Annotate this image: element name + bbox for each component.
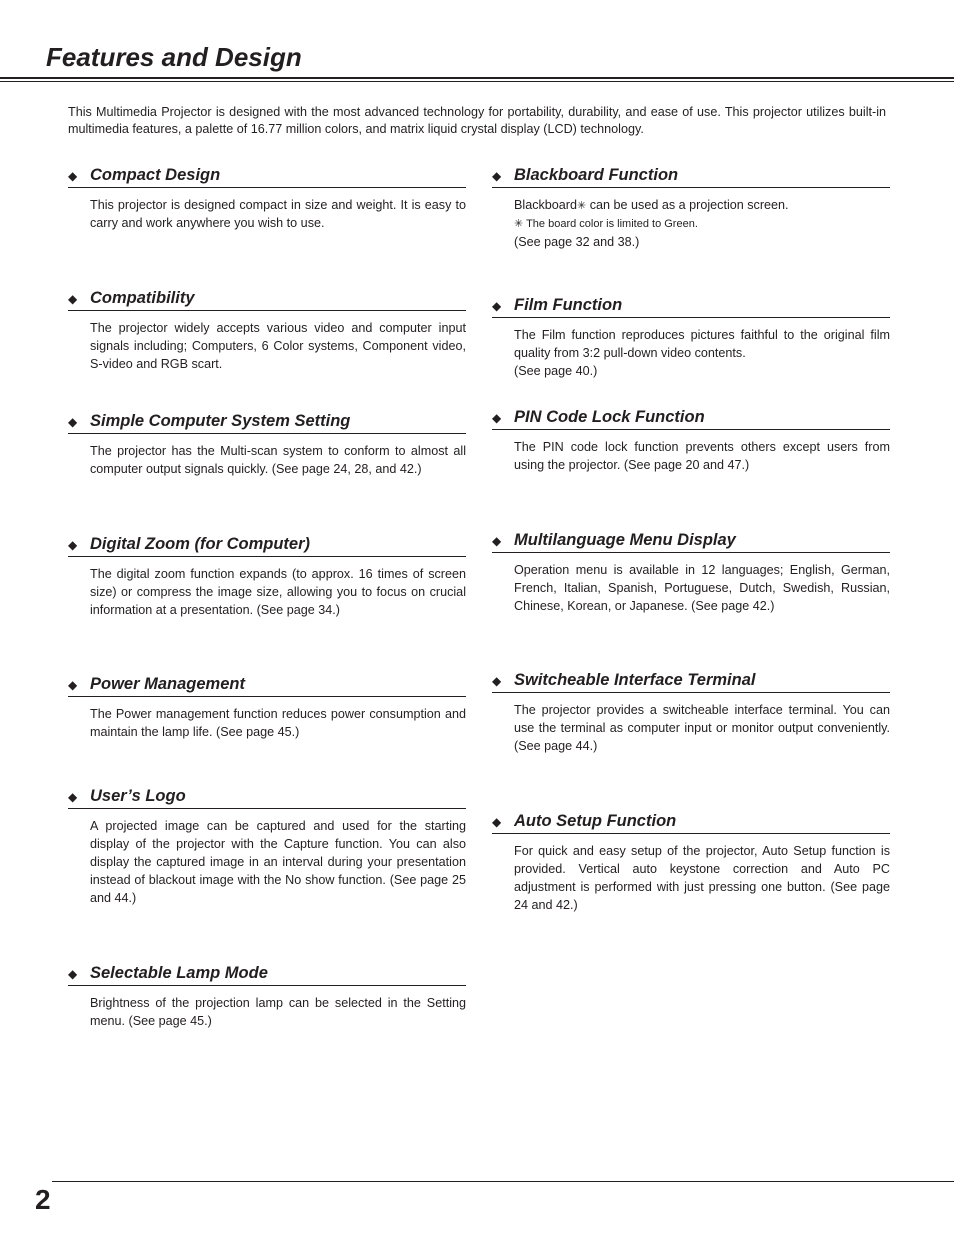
title-rule-thin <box>0 81 954 82</box>
section-body <box>90 565 466 619</box>
section-header <box>68 411 466 434</box>
section-header <box>492 530 890 553</box>
diamond-bullet-icon: ◆ <box>68 790 78 804</box>
section-selectable-lamp-mode <box>68 963 466 1030</box>
section-body <box>90 817 466 907</box>
diamond-bullet-icon: ◆ <box>492 169 502 183</box>
section-compatibility <box>68 288 466 373</box>
section-header <box>492 295 890 318</box>
intro-paragraph: This Multimedia Projector is designed with the most advanced technology for portability, durability, and ease of use. This projector utilizes built-in multimedia features, a palette of 16.77 million colors, and matrix liquid crystal display (LCD) technology. <box>68 105 886 136</box>
asterisk-icon: ✳ <box>577 200 587 212</box>
body-text: The Power management function reduces power consumption and maintain the lamp life. (See page 45.) <box>90 707 466 739</box>
section-switcheable-interface-terminal <box>492 670 890 755</box>
section-header <box>68 786 466 809</box>
section-title: Selectable Lamp Mode <box>90 964 268 982</box>
section-title: PIN Code Lock Function <box>514 408 705 426</box>
section-body <box>90 319 466 373</box>
body-text: The digital zoom function expands (to approx. 16 times of screen size) or compress the image size, allowing you to focus on crucial information at a presentation. (See page 34.) <box>90 567 466 617</box>
section-title: Multilanguage Menu Display <box>514 531 736 549</box>
section-title: Blackboard Function <box>514 166 679 184</box>
diamond-bullet-icon: ◆ <box>68 967 78 981</box>
footer-rule <box>52 1181 954 1182</box>
diamond-bullet-icon: ◆ <box>492 299 502 313</box>
body-text: The projector widely accepts various video and computer input signals including; Computers, 6 Color systems, Component video, S-video and RGB scart. <box>90 321 466 371</box>
section-body <box>90 994 466 1030</box>
section-body <box>514 701 890 755</box>
section-header <box>492 407 890 430</box>
section-body <box>514 326 890 380</box>
diamond-bullet-icon: ◆ <box>68 538 78 552</box>
section-header <box>68 165 466 188</box>
section-users-logo <box>68 786 466 907</box>
page-number: 2 <box>35 1184 51 1215</box>
section-title: Simple Computer System Setting <box>90 412 351 430</box>
section-body <box>90 442 466 478</box>
section-power-management <box>68 674 466 741</box>
section-title: Auto Setup Function <box>514 812 677 830</box>
body-text-start: Blackboard <box>514 198 578 212</box>
body-text: A projected image can be captured and used for the starting display of the projector with the Capture function. You can also display the captured image in an interval during your presentation instead of blackout image with the No show function. (See page 25 and 44.) <box>90 819 466 905</box>
diamond-bullet-icon: ◆ <box>492 534 502 548</box>
body-text: For quick and easy setup of the projector, Auto Setup function is provided. Vertical auto keystone correction and Auto PC adjustment is performed with just pressing one button. (See page 24 and 42.) <box>514 844 890 912</box>
section-header <box>492 165 890 188</box>
page-reference: (See page 40.) <box>514 364 598 378</box>
diamond-bullet-icon: ◆ <box>492 674 502 688</box>
body-text: Brightness of the projection lamp can be selected in the Setting menu. (See page 45.) <box>90 996 466 1028</box>
section-pin-code-lock-function <box>492 407 890 474</box>
body-text: The projector has the Multi-scan system to conform to almost all computer output signals quickly. (See page 24, 28, and 42.) <box>90 444 466 476</box>
page-reference: (See page 32 and 38.) <box>514 235 640 249</box>
section-header <box>68 534 466 557</box>
section-header <box>68 288 466 311</box>
section-body <box>514 196 890 251</box>
section-simple-computer-system-setting <box>68 411 466 478</box>
diamond-bullet-icon: ◆ <box>68 415 78 429</box>
section-body <box>514 438 890 474</box>
diamond-bullet-icon: ◆ <box>68 169 78 183</box>
body-text: Operation menu is available in 12 languages; English, German, French, Italian, Spanish, Portuguese, Dutch, Swedish, Russian, Chinese, Korean, or Japanese. (See page 42.) <box>514 563 890 613</box>
section-body <box>90 705 466 741</box>
section-title: Film Function <box>514 296 623 314</box>
section-title: Digital Zoom (for Computer) <box>90 535 310 553</box>
section-digital-zoom <box>68 534 466 619</box>
diamond-bullet-icon: ◆ <box>492 815 502 829</box>
section-header <box>68 674 466 697</box>
section-compact-design <box>68 165 466 232</box>
body-text: The projector provides a switcheable interface terminal. You can use the terminal as computer input or monitor output conveniently. (See page 44.) <box>514 703 890 753</box>
section-title: Switcheable Interface Terminal <box>514 671 756 689</box>
section-multilanguage-menu-display <box>492 530 890 615</box>
section-body <box>90 196 466 232</box>
diamond-bullet-icon: ◆ <box>68 292 78 306</box>
body-text: The PIN code lock function prevents others except users from using the projector. (See page 20 and 47.) <box>514 440 890 472</box>
diamond-bullet-icon: ◆ <box>68 678 78 692</box>
section-blackboard-function <box>492 165 890 251</box>
section-title: Compact Design <box>90 166 221 184</box>
section-title: Compatibility <box>90 289 195 307</box>
section-body <box>514 842 890 914</box>
section-title: User’s Logo <box>90 787 186 805</box>
title-rule <box>0 77 954 79</box>
diamond-bullet-icon: ◆ <box>492 411 502 425</box>
section-header <box>492 670 890 693</box>
body-text: The Film function reproduces pictures faithful to the original film quality from 3:2 pull-down video contents. <box>514 328 890 360</box>
section-auto-setup-function <box>492 811 890 914</box>
section-header <box>492 811 890 834</box>
page-title: Features and Design <box>46 42 302 72</box>
footnote: ✳ The board color is limited to Green. <box>514 218 698 230</box>
section-body <box>514 561 890 615</box>
body-text: This projector is designed compact in size and weight. It is easy to carry and work anywhere you wish to use. <box>90 198 466 230</box>
body-text-end: can be used as a projection screen. <box>586 198 789 212</box>
section-title: Power Management <box>90 675 245 693</box>
body-text <box>514 196 890 215</box>
section-film-function <box>492 295 890 380</box>
section-header <box>68 963 466 986</box>
